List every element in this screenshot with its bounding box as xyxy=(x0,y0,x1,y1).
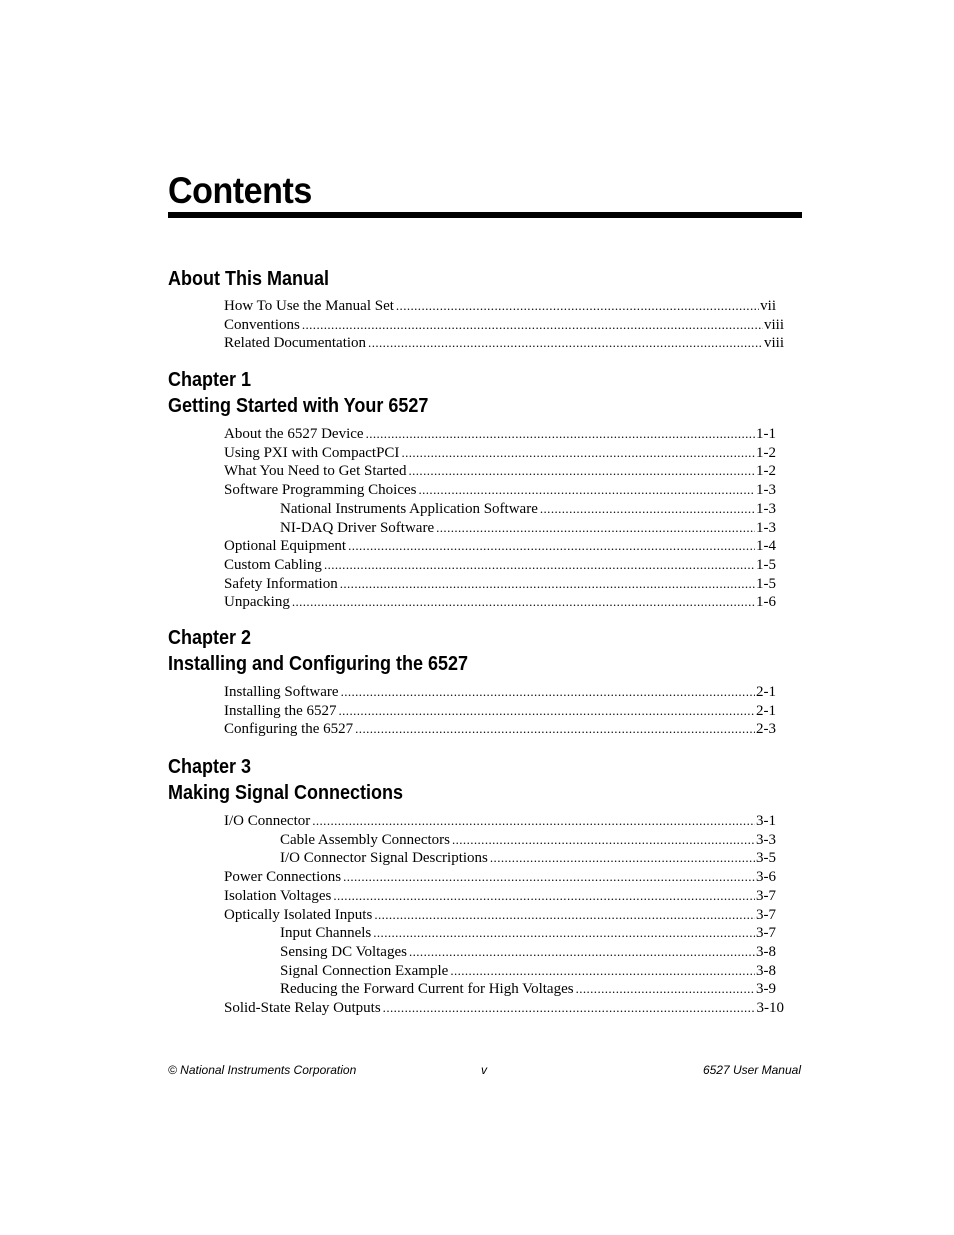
toc-dot-leader xyxy=(401,443,755,462)
toc-dot-leader xyxy=(540,499,755,518)
toc-entry-title: Signal Connection Example xyxy=(280,962,449,979)
toc-entry-page: 3-5 xyxy=(756,850,776,867)
toc-entry-page: 1-2 xyxy=(756,444,776,461)
toc-dot-leader xyxy=(368,333,763,352)
toc-dot-leader xyxy=(436,518,755,537)
section-title-heading: Getting Started with Your 6527 xyxy=(168,395,429,417)
toc-entry-title: Reducing the Forward Current for High Voltages xyxy=(280,981,574,998)
toc-entry-title: Software Programming Choices xyxy=(224,482,417,499)
toc-entry[interactable] xyxy=(224,682,776,701)
footer-page-number: v xyxy=(481,1063,487,1077)
toc-entry[interactable] xyxy=(224,424,776,443)
toc-entry-title: NI-DAQ Driver Software xyxy=(280,519,435,536)
toc-entry[interactable] xyxy=(280,518,776,537)
toc-dot-leader xyxy=(348,536,755,555)
toc-entry-title: I/O Connector xyxy=(224,813,311,829)
toc-entry[interactable] xyxy=(224,867,776,886)
toc-entry-title: Configuring the 6527 xyxy=(224,721,354,738)
toc-dot-leader xyxy=(396,296,759,315)
toc-entry-page: viii xyxy=(763,335,784,352)
toc-entry[interactable] xyxy=(224,905,776,924)
toc-dot-leader xyxy=(490,848,755,867)
toc-entry-page: 1-5 xyxy=(756,556,776,573)
toc-entry[interactable] xyxy=(224,333,784,352)
toc-entry-title: Installing Software xyxy=(224,684,339,700)
toc-entry-page: 3-8 xyxy=(756,962,776,979)
toc-entry-title: I/O Connector Signal Descriptions xyxy=(280,850,488,867)
footer-manual-title: 6527 User Manual xyxy=(702,1063,801,1077)
toc-entry-title: Related Documentation xyxy=(224,335,367,352)
toc-entry[interactable] xyxy=(224,555,776,574)
toc-dot-leader xyxy=(366,424,755,443)
toc-entry[interactable] xyxy=(224,719,776,738)
toc-dot-leader xyxy=(355,719,755,738)
section-title-heading: About This Manual xyxy=(168,268,330,290)
toc-entry-title: Isolation Voltages xyxy=(224,887,332,904)
toc-entry-title: Sensing DC Voltages xyxy=(280,943,407,960)
toc-entry[interactable] xyxy=(224,998,784,1017)
toc-entry-page: 3-10 xyxy=(756,1000,784,1016)
footer-copyright: © National Instruments Corporation xyxy=(168,1063,357,1077)
toc-entry-page: 3-7 xyxy=(756,906,776,923)
toc-entry-page: 1-3 xyxy=(756,519,776,536)
toc-dot-leader xyxy=(339,701,756,720)
toc-entry-page: 3-7 xyxy=(756,925,776,942)
toc-entry-page: 2-1 xyxy=(756,702,776,719)
toc-entry-title: How To Use the Manual Set xyxy=(224,298,394,314)
toc-entry-page: 3-7 xyxy=(756,887,776,904)
toc-entry-page: 3-8 xyxy=(756,943,776,960)
toc-entry-page: 1-4 xyxy=(756,538,776,555)
toc-entry-title: What You Need to Get Started xyxy=(224,463,407,480)
toc-entry-title: National Instruments Application Software xyxy=(280,500,538,517)
toc-dot-leader xyxy=(312,811,755,830)
toc-entry-page: 1-2 xyxy=(756,463,776,480)
toc-entry[interactable] xyxy=(280,961,776,980)
toc-dot-leader xyxy=(450,961,755,980)
toc-entry[interactable] xyxy=(280,830,776,849)
toc-dot-leader xyxy=(333,886,755,905)
toc-entry[interactable] xyxy=(224,701,776,720)
toc-dot-leader xyxy=(340,574,755,593)
toc-entry-page: 3-6 xyxy=(756,869,776,886)
toc-entry[interactable] xyxy=(224,536,776,555)
toc-entry-title: Using PXI with CompactPCI xyxy=(224,444,400,461)
toc-entry-page: 1-3 xyxy=(756,500,776,517)
toc-entry-page: 1-6 xyxy=(756,594,776,611)
section-title-heading: Making Signal Connections xyxy=(168,782,404,804)
toc-entry-title: Input Channels xyxy=(280,925,372,942)
chapter-number-heading: Chapter 3 xyxy=(168,756,252,778)
toc-dot-leader xyxy=(373,923,755,942)
toc-entry[interactable] xyxy=(280,499,776,518)
toc-dot-leader xyxy=(576,979,755,998)
toc-entry-page: 1-5 xyxy=(756,575,776,592)
toc-entry[interactable] xyxy=(224,592,776,611)
toc-dot-leader xyxy=(418,480,755,499)
toc-dot-leader xyxy=(343,867,755,886)
toc-entry-title: About the 6527 Device xyxy=(224,426,364,442)
toc-entry[interactable] xyxy=(280,942,776,961)
toc-dot-leader xyxy=(292,592,755,611)
toc-entry-title: Installing the 6527 xyxy=(224,702,337,719)
toc-dot-leader xyxy=(409,942,755,961)
toc-entry[interactable] xyxy=(224,443,776,462)
toc-entry[interactable] xyxy=(224,480,776,499)
toc-entry[interactable] xyxy=(224,296,776,315)
toc-dot-leader xyxy=(374,905,755,924)
toc-entry-title: Custom Cabling xyxy=(224,556,322,573)
toc-entry-title: Optional Equipment xyxy=(224,538,347,555)
toc-entry[interactable] xyxy=(224,461,776,480)
toc-dot-leader xyxy=(341,682,755,701)
toc-dot-leader xyxy=(408,461,755,480)
toc-entry-page: 1-1 xyxy=(756,426,776,442)
toc-entry[interactable] xyxy=(280,848,776,867)
section-title-heading: Installing and Configuring the 6527 xyxy=(168,653,469,675)
toc-entry-title: Solid-State Relay Outputs xyxy=(224,1000,381,1016)
toc-entry-title: Conventions xyxy=(224,316,300,333)
toc-entry[interactable] xyxy=(280,979,776,998)
toc-entry-page: 1-3 xyxy=(756,482,776,499)
toc-entry-title: Safety Information xyxy=(224,575,338,592)
toc-entry-title: Power Connections xyxy=(224,869,342,886)
toc-entry-title: Cable Assembly Connectors xyxy=(280,831,450,848)
toc-entry-page: 3-1 xyxy=(756,813,776,829)
toc-entry-page: viii xyxy=(763,316,784,333)
chapter-number-heading: Chapter 2 xyxy=(168,627,252,649)
toc-entry-page: 2-1 xyxy=(756,684,776,700)
toc-entry-title: Unpacking xyxy=(224,594,290,611)
title-rule xyxy=(168,212,802,218)
toc-entry-page: 3-3 xyxy=(756,831,776,848)
toc-dot-leader xyxy=(324,555,755,574)
toc-entry[interactable] xyxy=(224,574,776,593)
toc-dot-leader xyxy=(452,830,755,849)
toc-dot-leader xyxy=(383,998,756,1017)
toc-entry-page: 3-9 xyxy=(756,981,776,998)
toc-entry-page: 2-3 xyxy=(756,721,776,738)
toc-entry[interactable] xyxy=(224,811,776,830)
toc-entry[interactable] xyxy=(224,886,776,905)
toc-entry[interactable] xyxy=(224,315,784,334)
toc-entry[interactable] xyxy=(280,923,776,942)
toc-dot-leader xyxy=(302,315,763,334)
page-title: Contents xyxy=(168,170,312,211)
chapter-number-heading: Chapter 1 xyxy=(168,369,252,391)
toc-entry-page: vii xyxy=(760,298,776,314)
toc-entry-title: Optically Isolated Inputs xyxy=(224,906,373,923)
